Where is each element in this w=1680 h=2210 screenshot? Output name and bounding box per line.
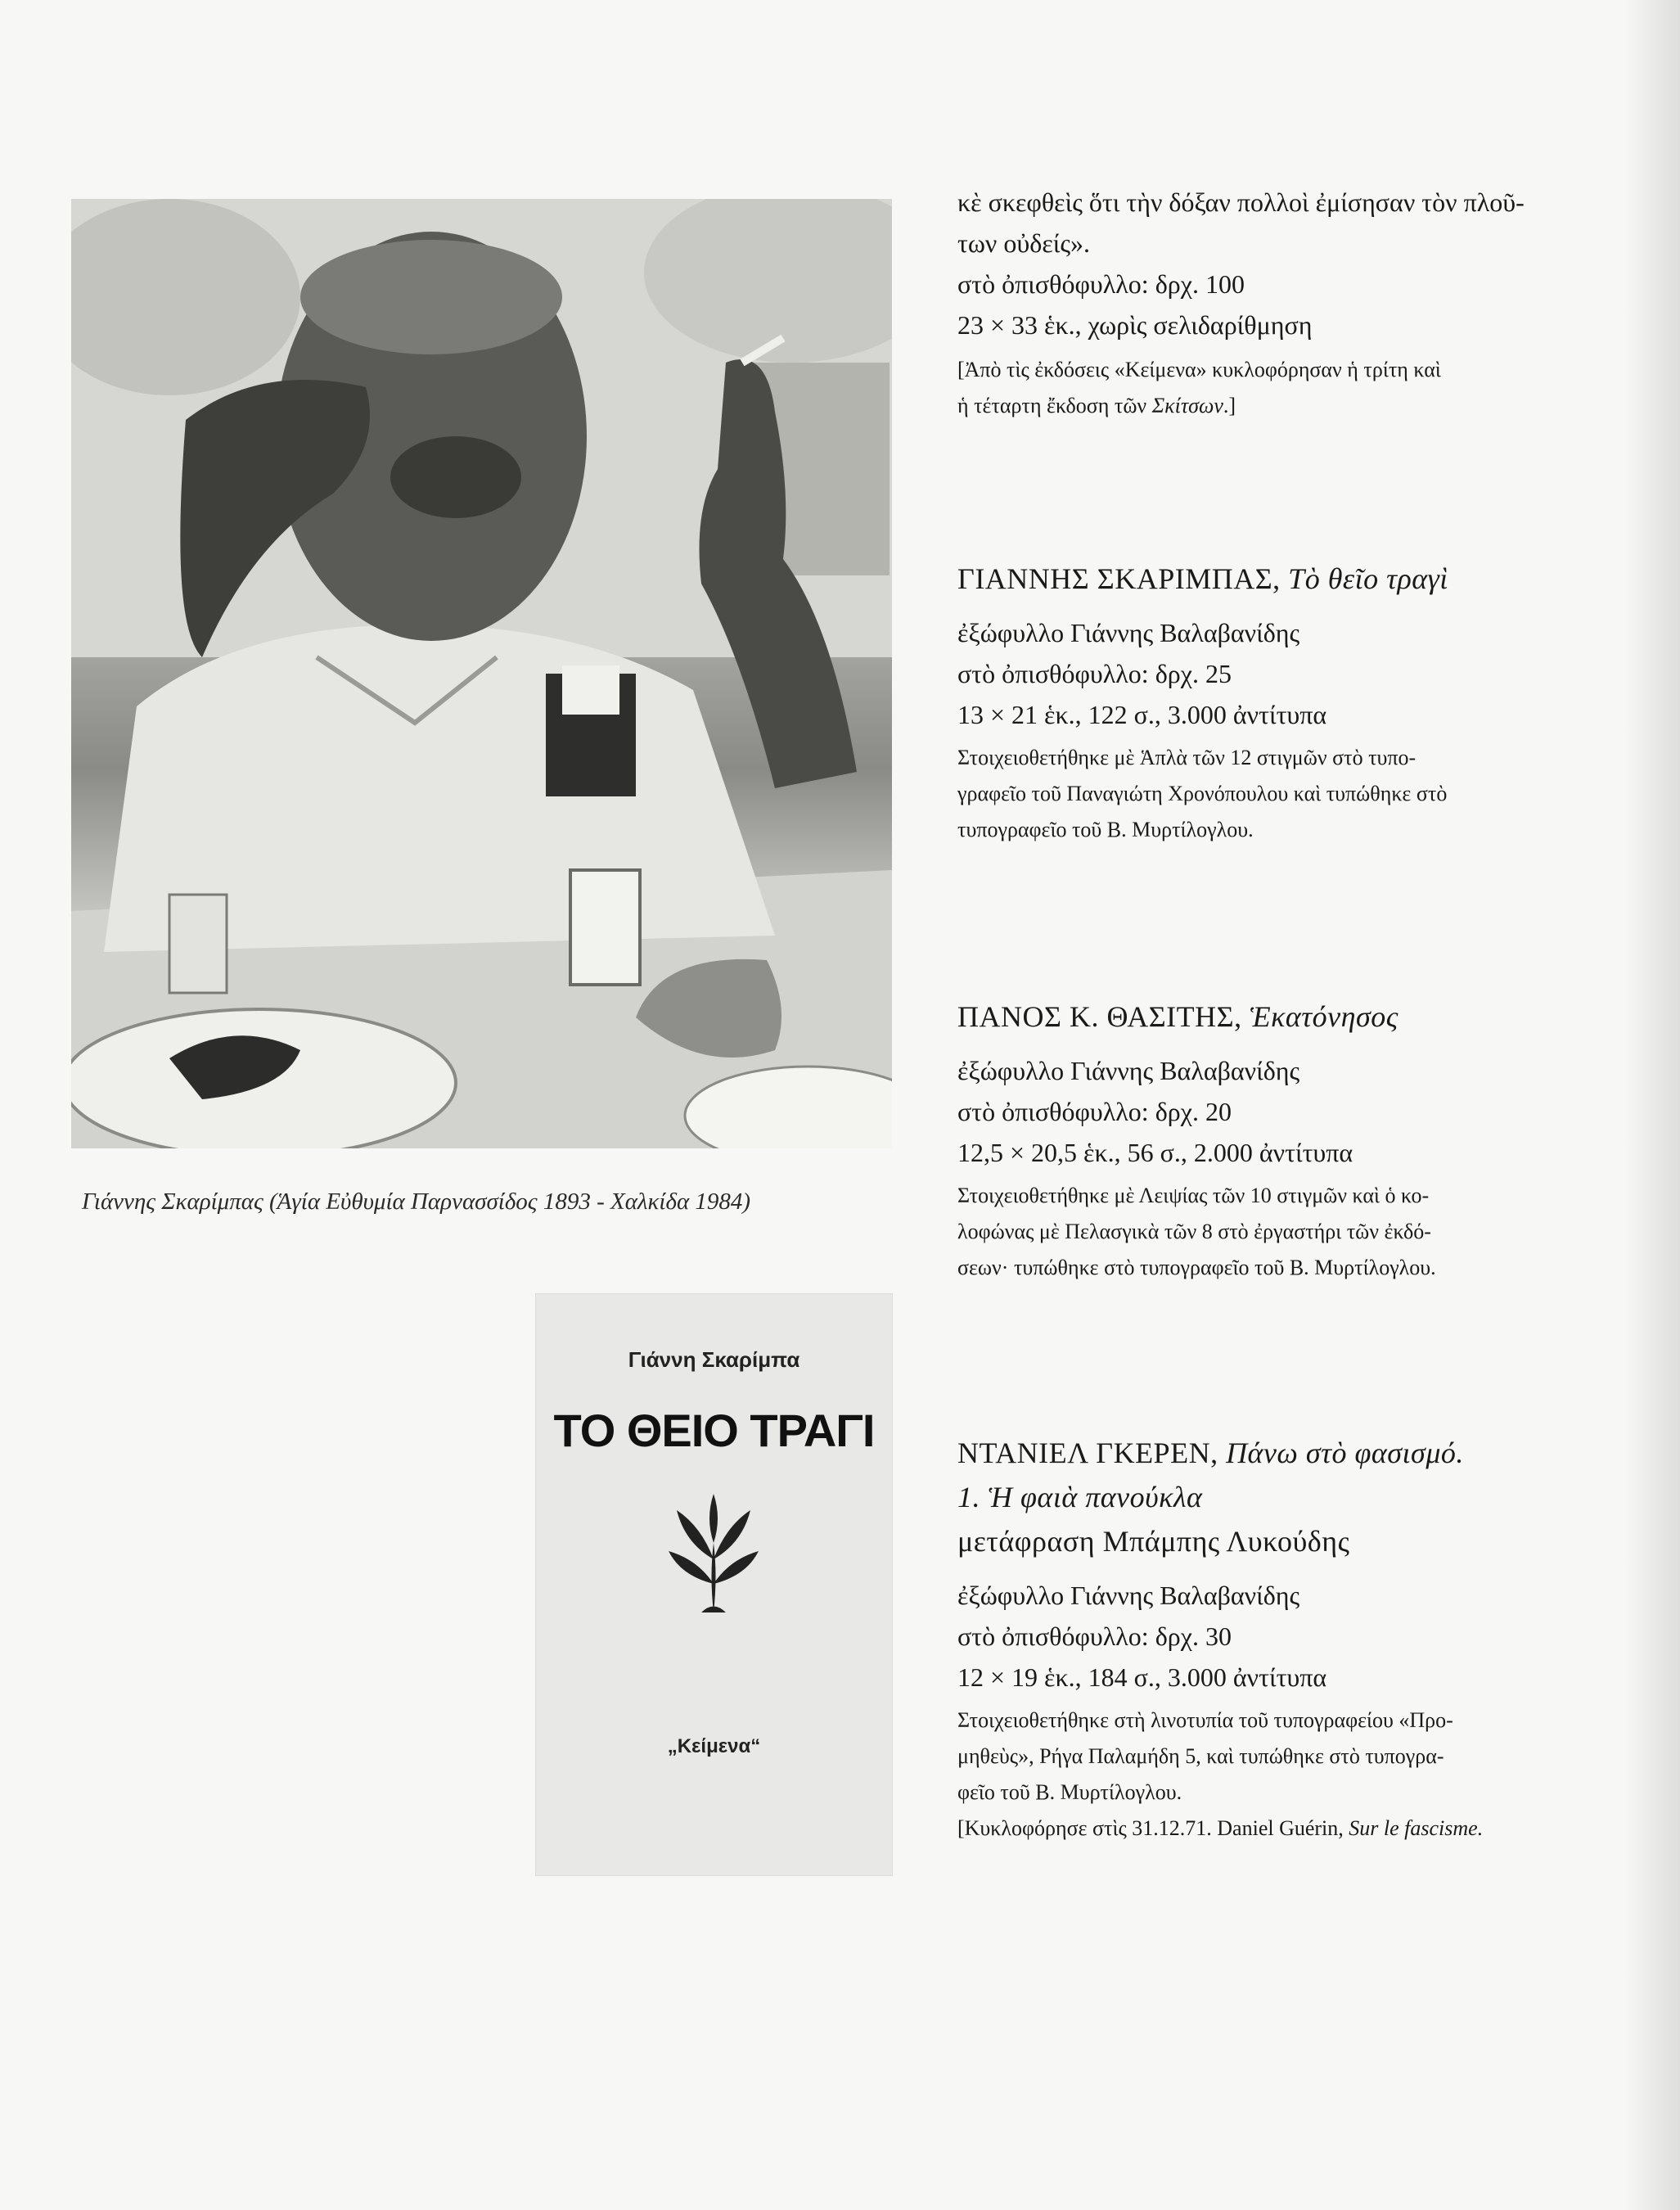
cover-publisher: „Κείμενα“ (667, 1735, 761, 1757)
floral-ornament-icon (669, 1494, 759, 1617)
entry-note-line: φεῖο τοῦ Β. Μυρτίλογλου. (957, 1780, 1182, 1804)
entry-cover-artist: ἐξώφυλλο Γιάννης Βαλαβανίδης (957, 1581, 1300, 1610)
entry-heading: ΝΤΑΝΙΕΛ ΓΚΕΡΕΝ, Πάνω στὸ φασισμό. (957, 1436, 1464, 1469)
intro-specs: 23 × 33 ἑκ., χωρὶς σελιδαρίθμηση (957, 310, 1313, 340)
entry-note-line: Στοιχειοθετήθηκε στὴ λινοτυπία τοῦ τυπογραφείου «Προ- (957, 1708, 1453, 1732)
cover-title: ΤΟ ΘΕΙΟ ΤΡΑΓΙ (553, 1405, 875, 1456)
entry-translator: μετάφραση Μπάμπης Λυκούδης (957, 1525, 1350, 1558)
entry-price: στὸ ὀπισθόφυλλο: δρχ. 20 (957, 1097, 1232, 1126)
entry-cover-artist: ἐξώφυλλο Γιάννης Βαλαβανίδης (957, 1056, 1300, 1085)
intro-block (957, 182, 1620, 424)
entry-price: στὸ ὀπισθόφυλλο: δρχ. 25 (957, 659, 1232, 688)
entry-specs: 12,5 × 20,5 ἑκ., 56 σ., 2.000 ἀντίτυπα (957, 1138, 1353, 1167)
entry-note-line: μηθεὺς», Ρήγα Παλαμήδη 5, καὶ τυπώθηκε στὸ τυπογρα- (957, 1744, 1444, 1768)
photo-caption: Γιάννης Σκαρίμπας (Ἁγία Εὐθυμία Παρνασσίδος 1893 - Χαλκίδα 1984) (82, 1188, 751, 1215)
intro-line-1: κὲ σκεφθεὶς ὅτι τὴν δόξαν πολλοὶ ἐμίσησαν τὸν πλοῦ- (957, 187, 1525, 217)
entry-note-line: σεων· τυπώθηκε στὸ τυπογραφεῖο τοῦ Β. Μυρτίλογλου. (957, 1256, 1436, 1279)
entry-cover-artist: ἐξώφυλλο Γιάννης Βαλαβανίδης (957, 618, 1300, 647)
entry-heading: ΓΙΑΝΝΗΣ ΣΚΑΡΙΜΠΑΣ, Τὸ θεῖο τραγὶ (957, 562, 1448, 595)
entry-note-line: Στοιχειοθετήθηκε μὲ Ἁπλὰ τῶν 12 στιγμῶν στὸ τυπο- (957, 746, 1417, 769)
entry-guerin (957, 1431, 1620, 1847)
intro-note-line-1: [Ἀπὸ τὶς ἐκδόσεις «Κείμενα» κυκλοφόρησαν ἡ τρίτη καὶ (957, 358, 1441, 381)
cover-author: Γιάννη Σκαρίμπα (628, 1347, 800, 1372)
photo-illustration (71, 199, 892, 1148)
entry-specs: 13 × 21 ἑκ., 122 σ., 3.000 ἀντίτυπα (957, 700, 1327, 729)
entry-price: στὸ ὀπισθόφυλλο: δρχ. 30 (957, 1621, 1232, 1651)
entry-skarimpas (957, 557, 1620, 848)
intro-line-2: των οὐδείς». (957, 228, 1091, 258)
entry-thasitis (957, 994, 1620, 1286)
entry-publication-note: [Κυκλοφόρησε στὶς 31.12.71. Daniel Guérin, Sur le fascisme. (957, 1816, 1484, 1840)
intro-note-line-2: ἡ τέταρτη ἔκδοση τῶν Σκίτσων.] (957, 394, 1236, 417)
book-cover (535, 1293, 893, 1876)
entry-note-line: γραφεῖο τοῦ Παναγιώτη Χρονόπουλου καὶ τυπώθηκε στὸ (957, 782, 1448, 805)
entry-specs: 12 × 19 ἑκ., 184 σ., 3.000 ἀντίτυπα (957, 1662, 1327, 1692)
entry-heading: ΠΑΝΟΣ Κ. ΘΑΣΙΤΗΣ, Ἑκατόνησος (957, 1000, 1398, 1033)
entry-note-line: Στοιχειοθετήθηκε μὲ Λειψίας τῶν 10 στιγμῶν καὶ ὁ κο- (957, 1184, 1430, 1207)
entry-subtitle: 1. Ἡ φαιὰ πανούκλα (957, 1481, 1203, 1513)
entry-note-line: λοφώνας μὲ Πελασγικὰ τῶν 8 στὸ ἐργαστήρι τῶν ἐκδό- (957, 1220, 1431, 1243)
intro-price: στὸ ὀπισθόφυλλο: δρχ. 100 (957, 269, 1245, 299)
page-edge-shadow (1623, 0, 1680, 2210)
entry-note-line: τυπογραφεῖο τοῦ Β. Μυρτίλογλου. (957, 818, 1254, 841)
author-photograph (71, 199, 892, 1148)
